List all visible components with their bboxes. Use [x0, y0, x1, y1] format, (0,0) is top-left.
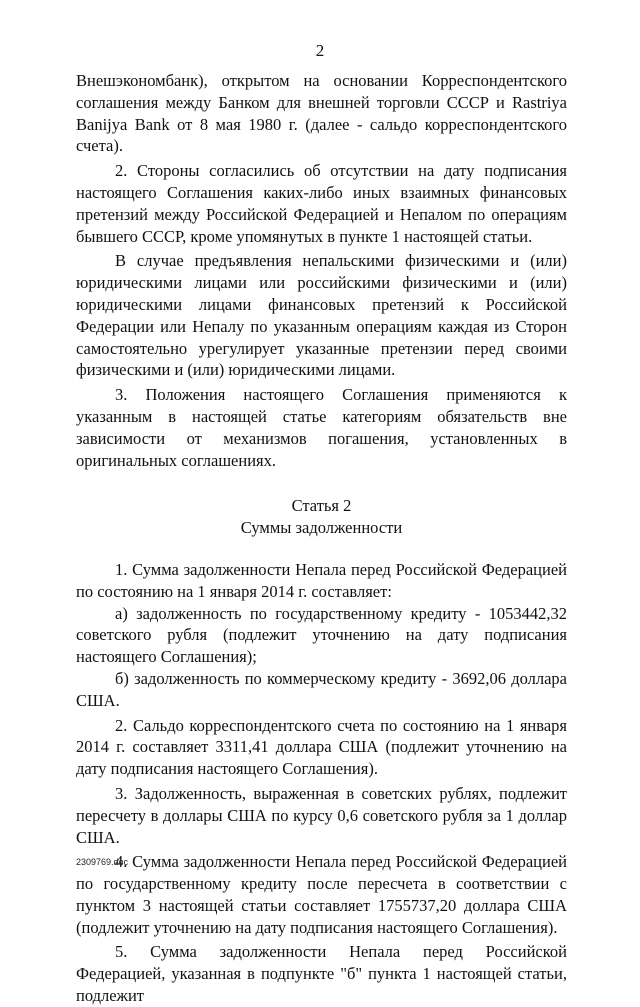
article-title: Суммы задолженности	[240, 518, 403, 538]
paragraph-debt-5: 5. Сумма задолженности Непала перед Российской Федерацией, указанная в подпункте "б" пункта 1 настоящей статьи, подлежит	[76, 942, 567, 1006]
page-number: 2	[315, 41, 325, 60]
paragraph-debt-4: 4. Сумма задолженности Непала перед Российской Федерацией по государственному кредиту после пересчета в соответствии с пунктом 3 настоящей статьи составляет 1755737,20 доллара США (подлежит уточнению на дату подписания настоящего Соглашения).	[76, 852, 567, 937]
paragraph-claims: В случае предъявления непальскими физическими и (или) юридическими лицами или российскими физическими и (или) юридическими лицами финансовых претензий к Российской Федерации или Непалу по указанным операциям каждая из Сторон самостоятельно урегулирует указанные претензии перед своими физическими и (или) юридическими лицами.	[76, 251, 567, 380]
paragraph-debt-3: 3. Задолженность, выраженная в советских рублях, подлежит пересчету в доллары США по курсу 0,6 советского рубля за 1 доллар США.	[76, 783, 567, 847]
article-number: Статья 2	[291, 496, 352, 516]
document-body	[76, 70, 567, 1007]
paragraph-debt-2: 2. Сальдо корреспондентского счета по состоянию на 1 января 2014 г. составляет 3311,41 доллара США (подлежит уточнению на дату подписания настоящего Соглашения).	[76, 715, 567, 779]
paragraph-debt-1b: б) задолженность по коммерческому кредиту - 3692,06 доллара США.	[76, 668, 567, 710]
paragraph-clause-3: 3. Положения настоящего Соглашения применяются к указанным в настоящей статье категориям обязательств вне зависимости от механизмов погашения, установленных в оригинальных соглашениях.	[76, 385, 567, 470]
paragraph-continuation: Внешэкономбанк), открытом на основании Корреспондентского соглашения между Банком для внешней торговли СССР и Rastriya Banijya Bank от 8 мая 1980 г. (далее - сальдо корреспондентского счета).	[76, 71, 567, 156]
paragraph-debt-1a: а) задолженность по государственному кредиту - 1053442,32 советского рубля (подлежит уточнению на дату подписания настоящего Соглашения);	[76, 603, 567, 667]
file-name-footer: 2309769.doc	[76, 857, 129, 867]
paragraph-clause-2: 2. Стороны согласились об отсутствии на дату подписания настоящего Соглашения каких-либо иных взаимных финансовых претензий между Российской Федерацией и Непалом по операциям бывшего СССР, кроме упомянутых в пункте 1 настоящей статьи.	[76, 161, 567, 246]
article-heading	[76, 495, 567, 539]
paragraph-debt-1: 1. Сумма задолженности Непала перед Российской Федерацией по состоянию на 1 января 2014 г. составляет:	[76, 559, 567, 601]
